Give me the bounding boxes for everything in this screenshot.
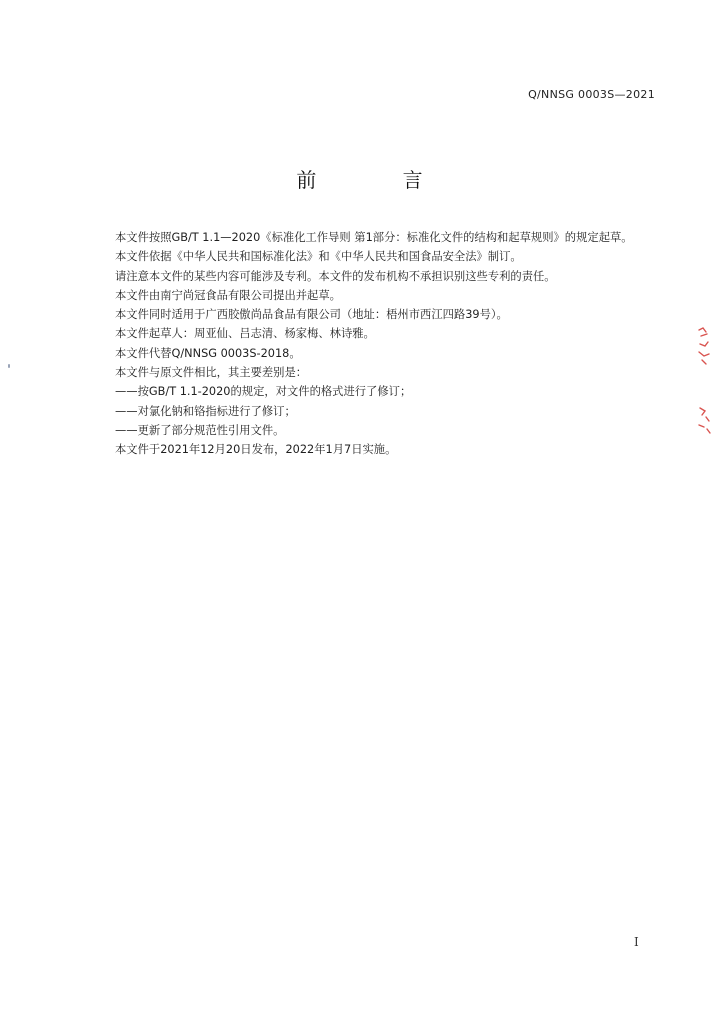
paragraph: 本文件与原文件相比，其主要差别是： — [115, 366, 308, 380]
paragraph: 请注意本文件的某些内容可能涉及专利。本文件的发布机构不承担识别这些专利的责任。 — [115, 269, 556, 283]
paragraph: 本文件由南宁尚冠食品有限公司提出并起草。 — [115, 288, 341, 302]
scan-speck — [8, 364, 10, 368]
paragraph: 本文件于2021年12月20日发布，2022年1月7日实施。 — [115, 443, 397, 457]
seal-stamp-fragment — [697, 405, 713, 435]
page-title: 前 言 — [296, 168, 463, 192]
paragraph: 本文件依据《中华人民共和国标准化法》和《中华人民共和国食品安全法》制订。 — [115, 250, 522, 264]
document-body — [90, 228, 664, 460]
list-item: ——对氯化钠和铬指标进行了修订； — [115, 404, 296, 418]
seal-stamp-fragment — [697, 326, 713, 366]
page-number: I — [634, 935, 639, 949]
paragraph: 本文件按照GB/T 1.1—2020《标准化工作导则 第1部分：标准化文件的结构和起草规则》的规定起草。 — [115, 231, 633, 244]
standard-code-header: Q/NNSG 0003S—2021 — [528, 88, 655, 101]
paragraph: 本文件起草人：周亚仙、吕志清、杨家梅、林诗雅。 — [115, 327, 375, 341]
list-item: ——更新了部分规范性引用文件。 — [115, 423, 285, 437]
list-item: ——按GB/T 1.1-2020的规定，对文件的格式进行了修订； — [115, 385, 412, 399]
paragraph: 本文件同时适用于广西胶傲尚品食品有限公司（地址：梧州市西江四路39号）。 — [115, 308, 508, 322]
paragraph: 本文件代替Q/NNSG 0003S-2018。 — [115, 346, 301, 360]
